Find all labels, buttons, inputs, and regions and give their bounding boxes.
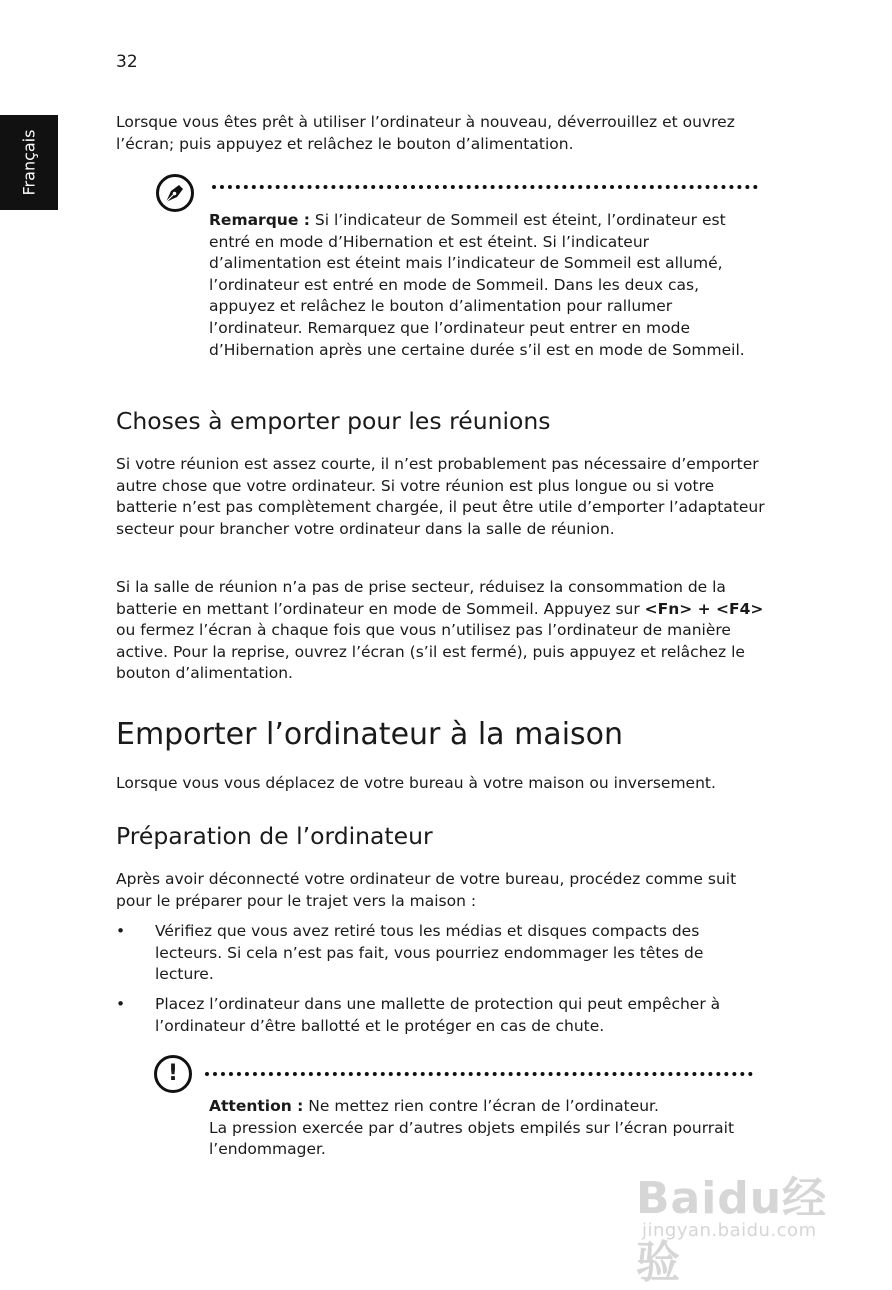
list-item-text: Placez l’ordinateur dans une mallette de protection qui peut empêcher à l’ordinateur d’être ballotté et le protéger en cas de chute. xyxy=(155,995,721,1035)
caution-line-2: La pression exercée par d’autres objets empilés sur l’écran pourrait l’endommager. xyxy=(209,1118,735,1159)
intro-paragraph: Lorsque vous êtes prêt à utiliser l’ordinateur à nouveau, déverrouillez et ouvrez l’écran; puis appuyez et relâchez le bouton d’alimentation. xyxy=(116,113,735,153)
meetings-paragraph-2 xyxy=(116,577,766,685)
meetings-paragraph-1: Si votre réunion est assez courte, il n’est probablement pas nécessaire d’emporter autre chose que votre ordinateur. Si votre réunion est plus longue ou si votre batterie n’est pas complètement chargée, il peut être utile d’emporter l’adaptateur secteur pour brancher votre ordinateur dans la salle de réunion. xyxy=(116,455,765,538)
meetings-paragraph-2-end: ou fermez l’écran à chaque fois que vous n’utilisez pas l’ordinateur de manière active. Pour la reprise, ouvrez l’écran (s’il est fermé), puis appuyez et relâchez le bouton d’alimentation. xyxy=(116,621,745,683)
chapter-intro: Lorsque vous vous déplacez de votre bureau à votre maison ou inversement. xyxy=(116,774,716,792)
note-label: Remarque : xyxy=(209,211,310,229)
caution-label: Attention : xyxy=(209,1097,304,1115)
key-combination: <Fn> + <F4> xyxy=(644,599,764,618)
language-side-tab xyxy=(0,115,58,210)
watermark xyxy=(636,1162,846,1288)
caution-divider xyxy=(205,1072,753,1076)
note-text: Si l’indicateur de Sommeil est éteint, l’ordinateur est entré en mode d’Hibernation et est éteint. Si l’indicateur d’alimentation est éteint mais l’indicateur de Sommeil est allumé, l’ordinateur est entré en mode de Sommeil. Dans les deux cas, appuyez et relâchez le bouton d’alimentation pour rallumer l’ordinateur. Remarquez que l’ordinateur peut entrer en mode d’Hibernation après une certaine durée s’il est en mode de Sommeil. xyxy=(209,211,745,359)
exclamation-glyph: ! xyxy=(167,1061,179,1086)
list-item xyxy=(116,921,766,987)
meetings-paragraph-2-start: Si la salle de réunion n’a pas de prise secteur, réduisez la consommation de la batterie en mettant l’ordinateur en mode de Sommeil. Appuyez sur xyxy=(116,578,726,618)
exclamation-icon xyxy=(154,1055,192,1093)
bullet-icon: • xyxy=(116,995,126,1013)
page-number: 32 xyxy=(116,52,138,72)
language-tab-label: Français xyxy=(19,129,39,196)
caution-line-1 xyxy=(209,1096,759,1118)
pen-nib-icon xyxy=(156,174,194,212)
section-title-meetings: Choses à emporter pour les réunions xyxy=(116,407,551,435)
chapter-title: Emporter l’ordinateur à la maison xyxy=(116,717,624,752)
list-item xyxy=(116,994,766,1038)
note-divider xyxy=(212,185,758,189)
caution-paragraph xyxy=(209,1096,759,1161)
caution-text-1: Ne mettez rien contre l’écran de l’ordinateur. xyxy=(303,1097,659,1115)
bullet-icon: • xyxy=(116,922,126,940)
preparation-intro: Après avoir déconnecté votre ordinateur de votre bureau, procédez comme suit pour le préparer pour le trajet vers la maison : xyxy=(116,870,737,910)
watermark-brand: Baidu经验 xyxy=(636,1173,828,1288)
watermark-url: jingyan.baidu.com xyxy=(642,1220,817,1241)
list-item-text: Vérifiez que vous avez retiré tous les médias et disques compacts des lecteurs. Si cela n’est pas fait, vous pourriez endommager les têtes de lecture. xyxy=(155,922,704,984)
note-paragraph xyxy=(209,210,759,361)
section-title-preparation: Préparation de l’ordinateur xyxy=(116,822,433,850)
